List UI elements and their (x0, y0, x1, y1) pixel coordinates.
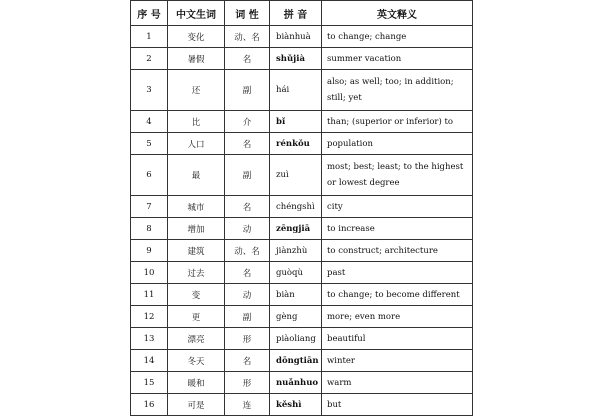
row-number: 16 (131, 394, 168, 416)
pinyin: zēngjiā (270, 218, 322, 240)
pinyin: hái (270, 70, 322, 111)
pinyin: gèng (270, 306, 322, 328)
part-of-speech: 名 (225, 262, 270, 284)
vocabulary-table (130, 0, 473, 416)
part-of-speech: 介 (225, 111, 270, 133)
table-row (131, 284, 473, 306)
english-definition: to construct; architecture (322, 240, 473, 262)
header-chinese-word: 中文生词 (168, 1, 225, 26)
chinese-word: 最 (168, 155, 225, 196)
row-number: 1 (131, 26, 168, 48)
chinese-word: 冬天 (168, 350, 225, 372)
pinyin: shǔjià (270, 48, 322, 70)
row-number: 5 (131, 133, 168, 155)
part-of-speech: 副 (225, 306, 270, 328)
row-number: 6 (131, 155, 168, 196)
table-row (131, 328, 473, 350)
part-of-speech: 形 (225, 328, 270, 350)
pinyin: biàn (270, 284, 322, 306)
header-row (131, 1, 473, 26)
pinyin: rénkǒu (270, 133, 322, 155)
table-row (131, 350, 473, 372)
header-english-definition: 英文释义 (322, 1, 473, 26)
chinese-word: 比 (168, 111, 225, 133)
part-of-speech: 动、名 (225, 240, 270, 262)
table-row (131, 26, 473, 48)
english-definition: population (322, 133, 473, 155)
header-part-of-speech: 词 性 (225, 1, 270, 26)
row-number: 15 (131, 372, 168, 394)
part-of-speech: 名 (225, 48, 270, 70)
chinese-word: 过去 (168, 262, 225, 284)
part-of-speech: 动 (225, 284, 270, 306)
table-body (131, 26, 473, 416)
part-of-speech: 动、名 (225, 26, 270, 48)
part-of-speech: 名 (225, 133, 270, 155)
table-row (131, 306, 473, 328)
part-of-speech: 名 (225, 350, 270, 372)
part-of-speech: 副 (225, 70, 270, 111)
part-of-speech: 名 (225, 196, 270, 218)
chinese-word: 增加 (168, 218, 225, 240)
pinyin: kěshì (270, 394, 322, 416)
table-row (131, 133, 473, 155)
row-number: 10 (131, 262, 168, 284)
pinyin: guòqù (270, 262, 322, 284)
pinyin: bǐ (270, 111, 322, 133)
english-definition: past (322, 262, 473, 284)
chinese-word: 变化 (168, 26, 225, 48)
row-number: 9 (131, 240, 168, 262)
part-of-speech: 动 (225, 218, 270, 240)
english-definition: more; even more (322, 306, 473, 328)
row-number: 12 (131, 306, 168, 328)
row-number: 8 (131, 218, 168, 240)
chinese-word: 城市 (168, 196, 225, 218)
english-definition: also; as well; too; in addition; still; yet (322, 70, 473, 111)
chinese-word: 更 (168, 306, 225, 328)
row-number: 2 (131, 48, 168, 70)
chinese-word: 可是 (168, 394, 225, 416)
row-number: 7 (131, 196, 168, 218)
part-of-speech: 形 (225, 372, 270, 394)
pinyin: nuǎnhuo (270, 372, 322, 394)
english-definition: to increase (322, 218, 473, 240)
part-of-speech: 副 (225, 155, 270, 196)
row-number: 4 (131, 111, 168, 133)
table-header (131, 1, 473, 26)
row-number: 13 (131, 328, 168, 350)
english-definition: city (322, 196, 473, 218)
chinese-word: 人口 (168, 133, 225, 155)
pinyin: jiànzhù (270, 240, 322, 262)
table-row (131, 48, 473, 70)
row-number: 14 (131, 350, 168, 372)
english-definition: winter (322, 350, 473, 372)
table-row (131, 155, 473, 196)
row-number: 11 (131, 284, 168, 306)
pinyin: chéngshì (270, 196, 322, 218)
pinyin: biànhuà (270, 26, 322, 48)
english-definition: summer vacation (322, 48, 473, 70)
english-definition: beautiful (322, 328, 473, 350)
chinese-word: 漂亮 (168, 328, 225, 350)
english-definition: warm (322, 372, 473, 394)
chinese-word: 建筑 (168, 240, 225, 262)
english-definition: most; best; least; to the highest or lowest degree (322, 155, 473, 196)
chinese-word: 暖和 (168, 372, 225, 394)
table-row (131, 262, 473, 284)
pinyin: piàoliang (270, 328, 322, 350)
header-number: 序 号 (131, 1, 168, 26)
table-row (131, 372, 473, 394)
table-row (131, 196, 473, 218)
english-definition: than; (superior or inferior) to (322, 111, 473, 133)
english-definition: to change; change (322, 26, 473, 48)
english-definition: but (322, 394, 473, 416)
chinese-word: 暑假 (168, 48, 225, 70)
table-row (131, 111, 473, 133)
header-pinyin: 拼 音 (270, 1, 322, 26)
pinyin: dōngtiān (270, 350, 322, 372)
row-number: 3 (131, 70, 168, 111)
chinese-word: 变 (168, 284, 225, 306)
english-definition: to change; to become different (322, 284, 473, 306)
table-row (131, 240, 473, 262)
chinese-word: 还 (168, 70, 225, 111)
part-of-speech: 连 (225, 394, 270, 416)
table-row (131, 394, 473, 416)
pinyin: zuì (270, 155, 322, 196)
table-row (131, 218, 473, 240)
table-row (131, 70, 473, 111)
